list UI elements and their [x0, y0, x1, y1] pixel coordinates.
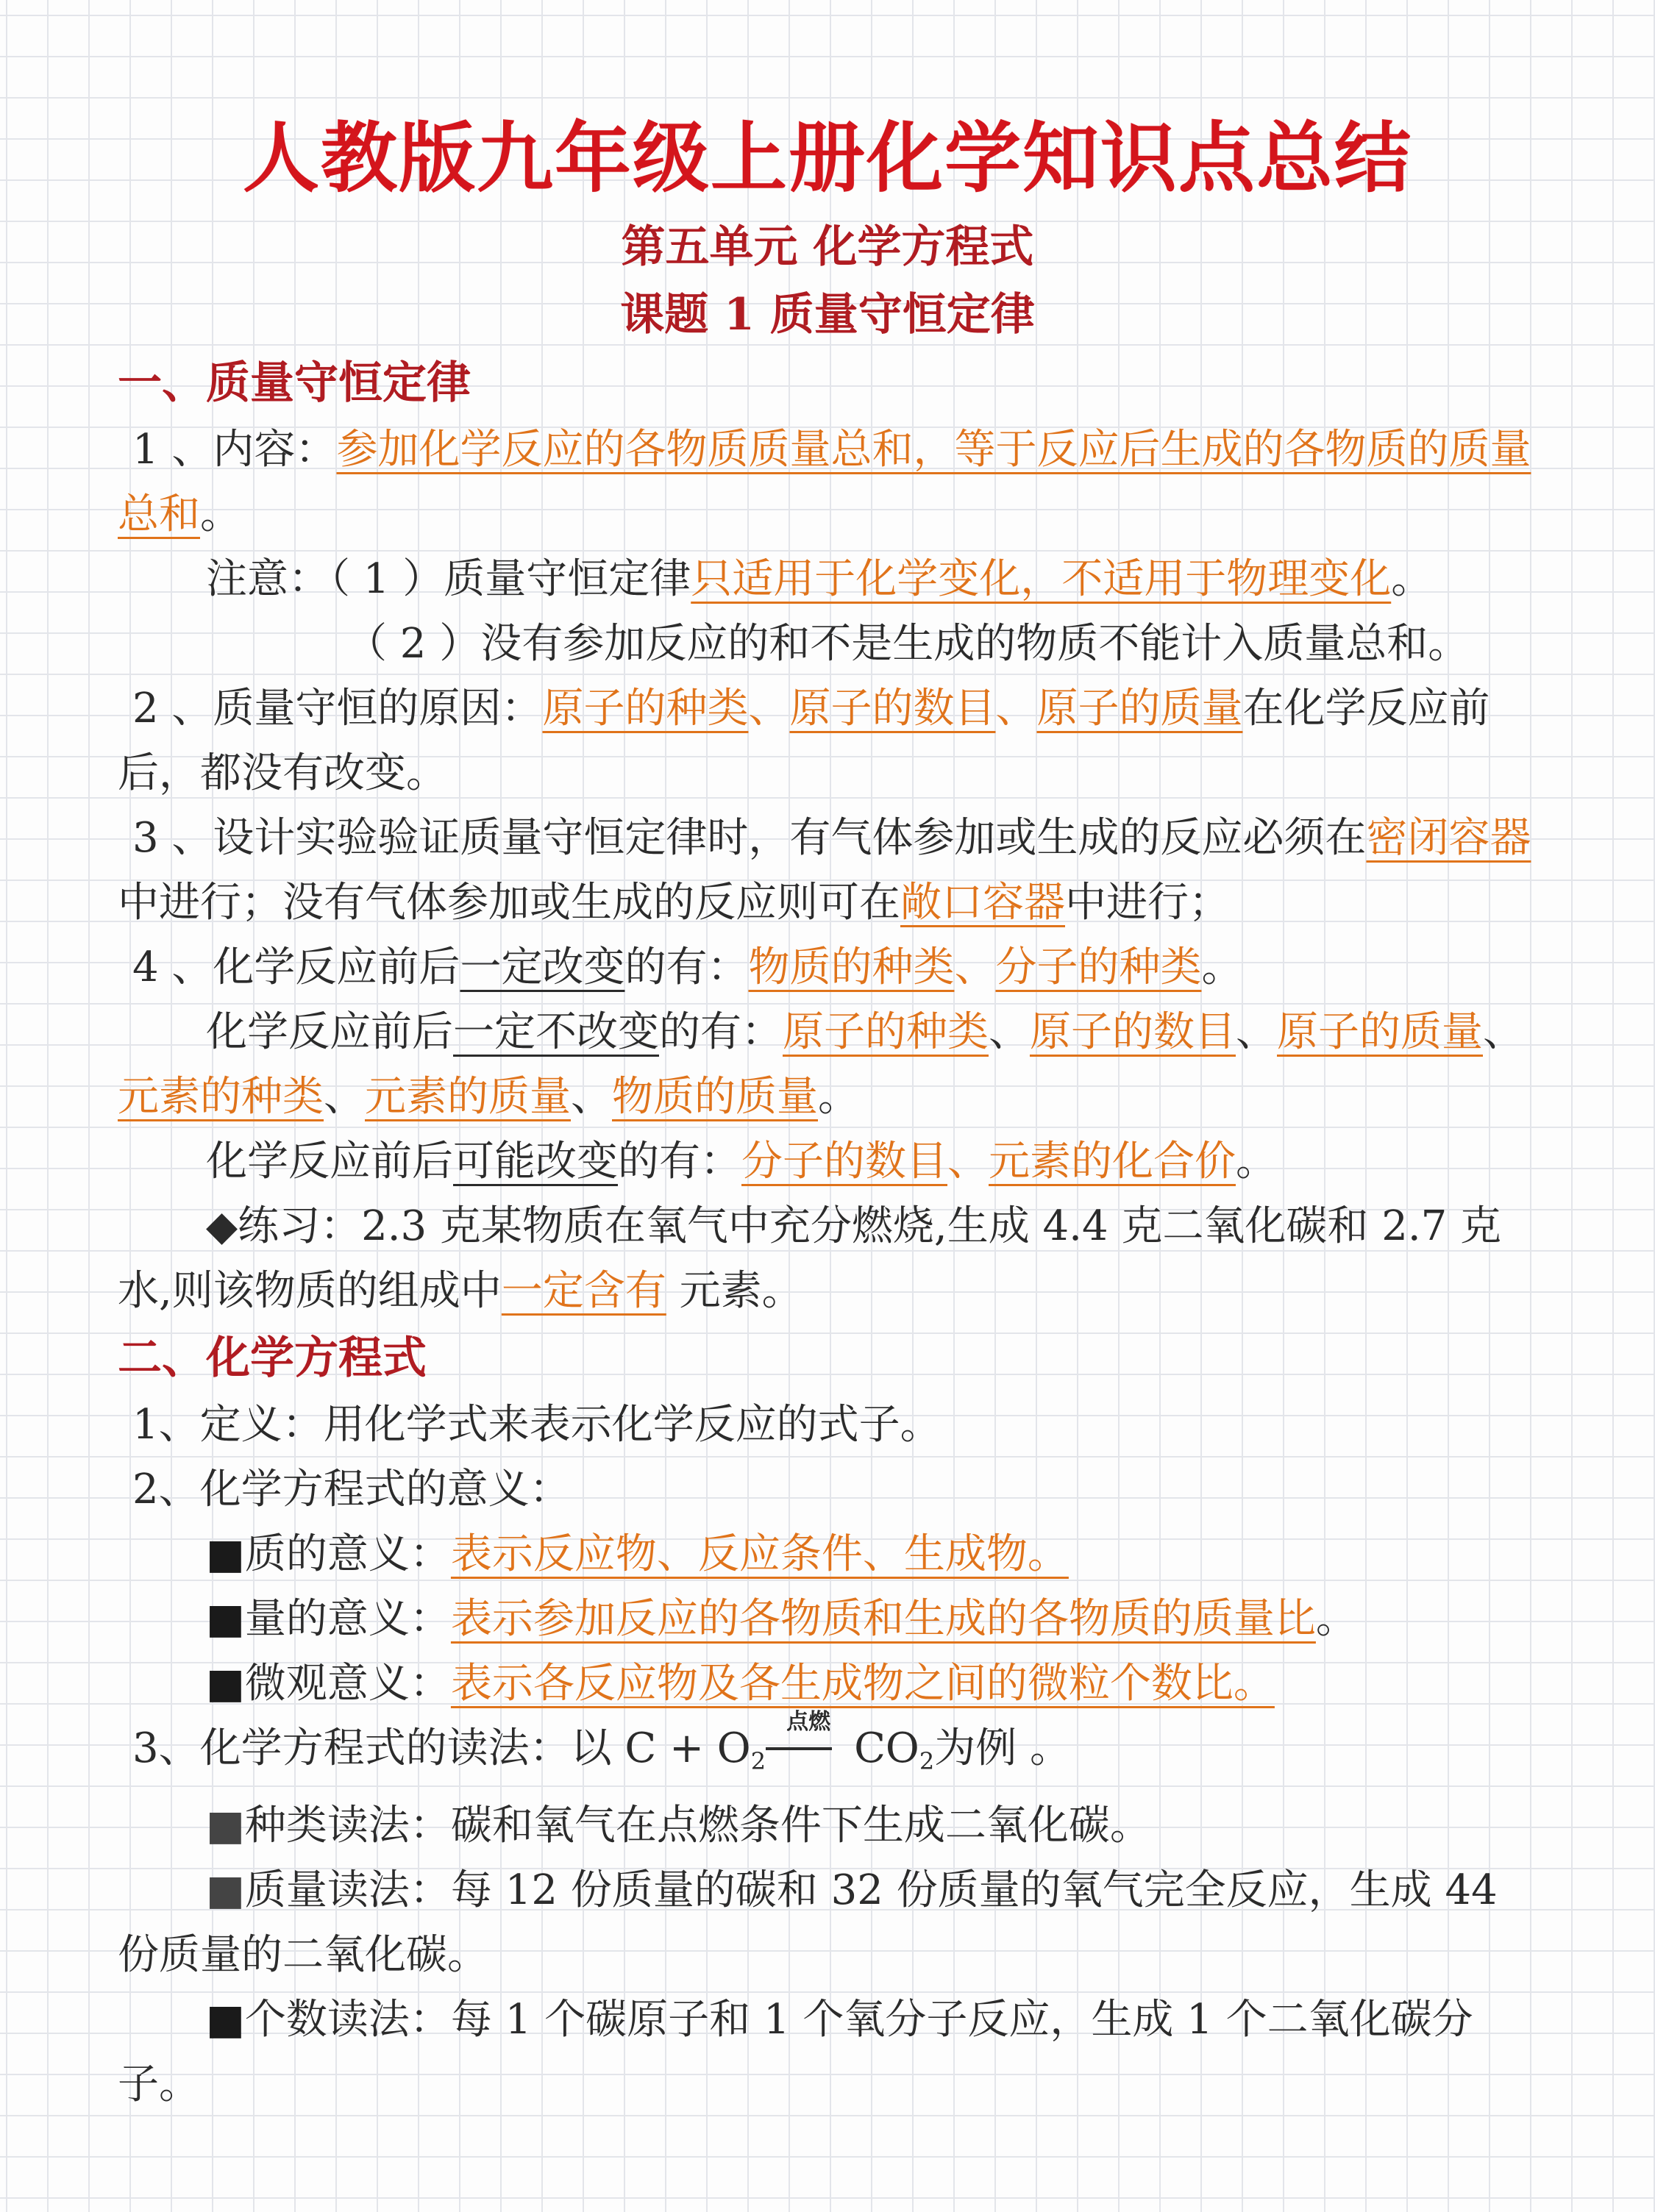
- key-answer: 一定含有: [501, 1267, 666, 1315]
- item-label: 3 、设计实验验证质量守恒定律时，有气体参加或生成的反应必须在: [132, 814, 1367, 862]
- key-answer: 原子的种类: [542, 685, 749, 732]
- square-bullet-icon: ■: [206, 1595, 245, 1643]
- lesson-title: 课题 1 质量守恒定律: [620, 289, 1035, 340]
- exercise-text: ◆练习：2.3 克某物质在氧气中充分燃烧,生成 4.4 克二氧化碳和 2.7 克水,则该物质的组成中: [118, 1202, 1502, 1315]
- meaning-label: 质的意义：: [244, 1530, 451, 1578]
- section-heading-chemical-equation: 二、化学方程式: [118, 1332, 427, 1384]
- key-answer: 原子的数目: [789, 685, 996, 732]
- key-answer: 只适用于化学变化，不适用于物理变化: [691, 555, 1392, 603]
- reading-text: 质量读法：每 12 份质量的碳和 32 份质量的氧气完全反应，生成 44 份质量的二氧化碳。: [118, 1866, 1498, 1979]
- reading-kind: [118, 1794, 1537, 1858]
- exercise: [118, 1194, 1537, 1324]
- punctuation: 。: [1315, 1595, 1357, 1643]
- punctuation: 。: [200, 490, 241, 538]
- reading-count: [118, 1988, 1537, 2117]
- item-label: 4 、化学反应前后: [132, 943, 460, 991]
- item-text: 的有：: [624, 943, 749, 991]
- item-label: 1 、内容：: [132, 426, 337, 474]
- key-answer: 原子的质量: [1036, 685, 1243, 732]
- meaning-quantity: [118, 1587, 1537, 1652]
- key-answer: 原子的数目: [1030, 1008, 1236, 1056]
- square-bullet-icon: ■: [206, 1530, 245, 1578]
- reading-text: 种类读法：碳和氧气在点燃条件下生成二氧化碳。: [244, 1802, 1151, 1849]
- key-answer: 表示各反应物及各生成物之间的微粒个数比。: [450, 1660, 1275, 1708]
- separator: 、: [748, 685, 790, 732]
- key-answer: 元素的质量: [365, 1073, 571, 1121]
- punctuation: 。: [1201, 943, 1243, 991]
- item-meaning: 2、化学方程式的意义：: [132, 1466, 571, 1513]
- separator: 、: [324, 1073, 365, 1121]
- key-answer: 表示参加反应的各物质和生成的各物质的质量比: [450, 1595, 1316, 1643]
- punctuation: 。: [1236, 1138, 1277, 1185]
- punctuation: 。: [1391, 555, 1433, 603]
- reading-mass: [118, 1858, 1537, 1988]
- key-answer: 表示反应物、反应条件、生成物。: [450, 1530, 1069, 1578]
- item-text: 在化学反应前后，都没有改变。: [118, 685, 1490, 797]
- meaning-label: 微观意义：: [244, 1660, 451, 1708]
- document-title: 人教版九年级上册化学知识点总结: [242, 113, 1412, 203]
- separator: 、: [1483, 1008, 1524, 1056]
- section-heading-mass-conservation: 一、质量守恒定律: [118, 357, 471, 409]
- punctuation: 。: [818, 1073, 859, 1121]
- square-bullet-icon: ■: [206, 1802, 245, 1849]
- subscript: 2: [750, 1747, 766, 1775]
- key-answer: 物质的质量: [612, 1073, 818, 1121]
- key-answer: 物质的种类: [748, 943, 955, 991]
- item-reading: [118, 1709, 1537, 1794]
- item-text: 中进行；没有气体参加或生成的反应则可在: [118, 879, 900, 927]
- item-label: 化学反应前后: [206, 1138, 453, 1185]
- item-definition: 1、定义：用化学式来表示化学反应的式子。: [132, 1401, 942, 1449]
- reading-suffix: 为例 。: [934, 1724, 1072, 1772]
- key-answer: 分子的数目: [741, 1138, 947, 1185]
- document-page: [118, 103, 1537, 2117]
- item-must-change: [118, 935, 1537, 1000]
- separator: 、: [995, 685, 1037, 732]
- key-answer: 参加化学反应的各物质质量总和，等于反应后生成的各物质的质量总和: [118, 426, 1531, 538]
- unit-title: 第五单元 化学方程式: [621, 221, 1034, 273]
- key-answer: 敞口容器: [900, 879, 1065, 927]
- key-answer: 元素的种类: [118, 1073, 324, 1121]
- key-answer: 元素的化合价: [989, 1138, 1236, 1185]
- note-label: 注意：（ 1 ）质量守恒定律: [206, 555, 691, 603]
- separator: 、: [1236, 1008, 1277, 1056]
- key-answer: 分子的种类: [995, 943, 1202, 991]
- separator: 、: [947, 1138, 989, 1185]
- note-2: （ 2 ）没有参加反应的和不是生成的物质不能计入质量总和。: [346, 620, 1470, 668]
- meaning-micro: [118, 1652, 1537, 1716]
- item-text: 的有：: [659, 1008, 783, 1056]
- item-content: [118, 418, 1537, 547]
- separator: 、: [954, 943, 996, 991]
- reading-prefix: 3、化学方程式的读法：以 C + O: [132, 1724, 751, 1772]
- item-reason: [118, 677, 1537, 806]
- square-bullet-icon: ■: [206, 1866, 245, 1914]
- underlined-term: 一定不改变: [453, 1008, 659, 1056]
- item-text: 中进行；: [1065, 879, 1230, 927]
- item-text: 的有：: [618, 1138, 741, 1185]
- reaction-arrow: [766, 1709, 836, 1755]
- item-label: 2 、质量守恒的原因：: [132, 685, 543, 732]
- item-experiment: [118, 806, 1537, 935]
- note-1: [118, 547, 1537, 612]
- underlined-term: 可能改变: [453, 1138, 618, 1185]
- key-answer: 原子的种类: [783, 1008, 989, 1056]
- condition-label: 点燃: [786, 1709, 831, 1735]
- meaning-label: 量的意义：: [244, 1595, 451, 1643]
- square-bullet-icon: ■: [206, 1660, 245, 1708]
- square-bullet-icon: ■: [206, 1996, 245, 2044]
- separator: 、: [571, 1073, 612, 1121]
- underlined-term: 一定改变: [460, 943, 625, 991]
- exercise-suffix: 元素。: [666, 1267, 803, 1315]
- reading-text: 个数读法：每 1 个碳原子和 1 个氧分子反应，生成 1 个二氧化碳分子。: [118, 1996, 1473, 2108]
- item-may-change: [118, 1130, 1537, 1194]
- product-formula: CO: [854, 1724, 919, 1772]
- item-label: 化学反应前后: [206, 1008, 453, 1056]
- key-answer: 原子的质量: [1277, 1008, 1483, 1056]
- meaning-quality: [118, 1522, 1537, 1587]
- item-never-change: [118, 1000, 1537, 1130]
- separator: 、: [989, 1008, 1030, 1056]
- key-answer: 密闭容器: [1366, 814, 1531, 862]
- equals-line: [766, 1747, 832, 1750]
- subscript: 2: [919, 1747, 935, 1775]
